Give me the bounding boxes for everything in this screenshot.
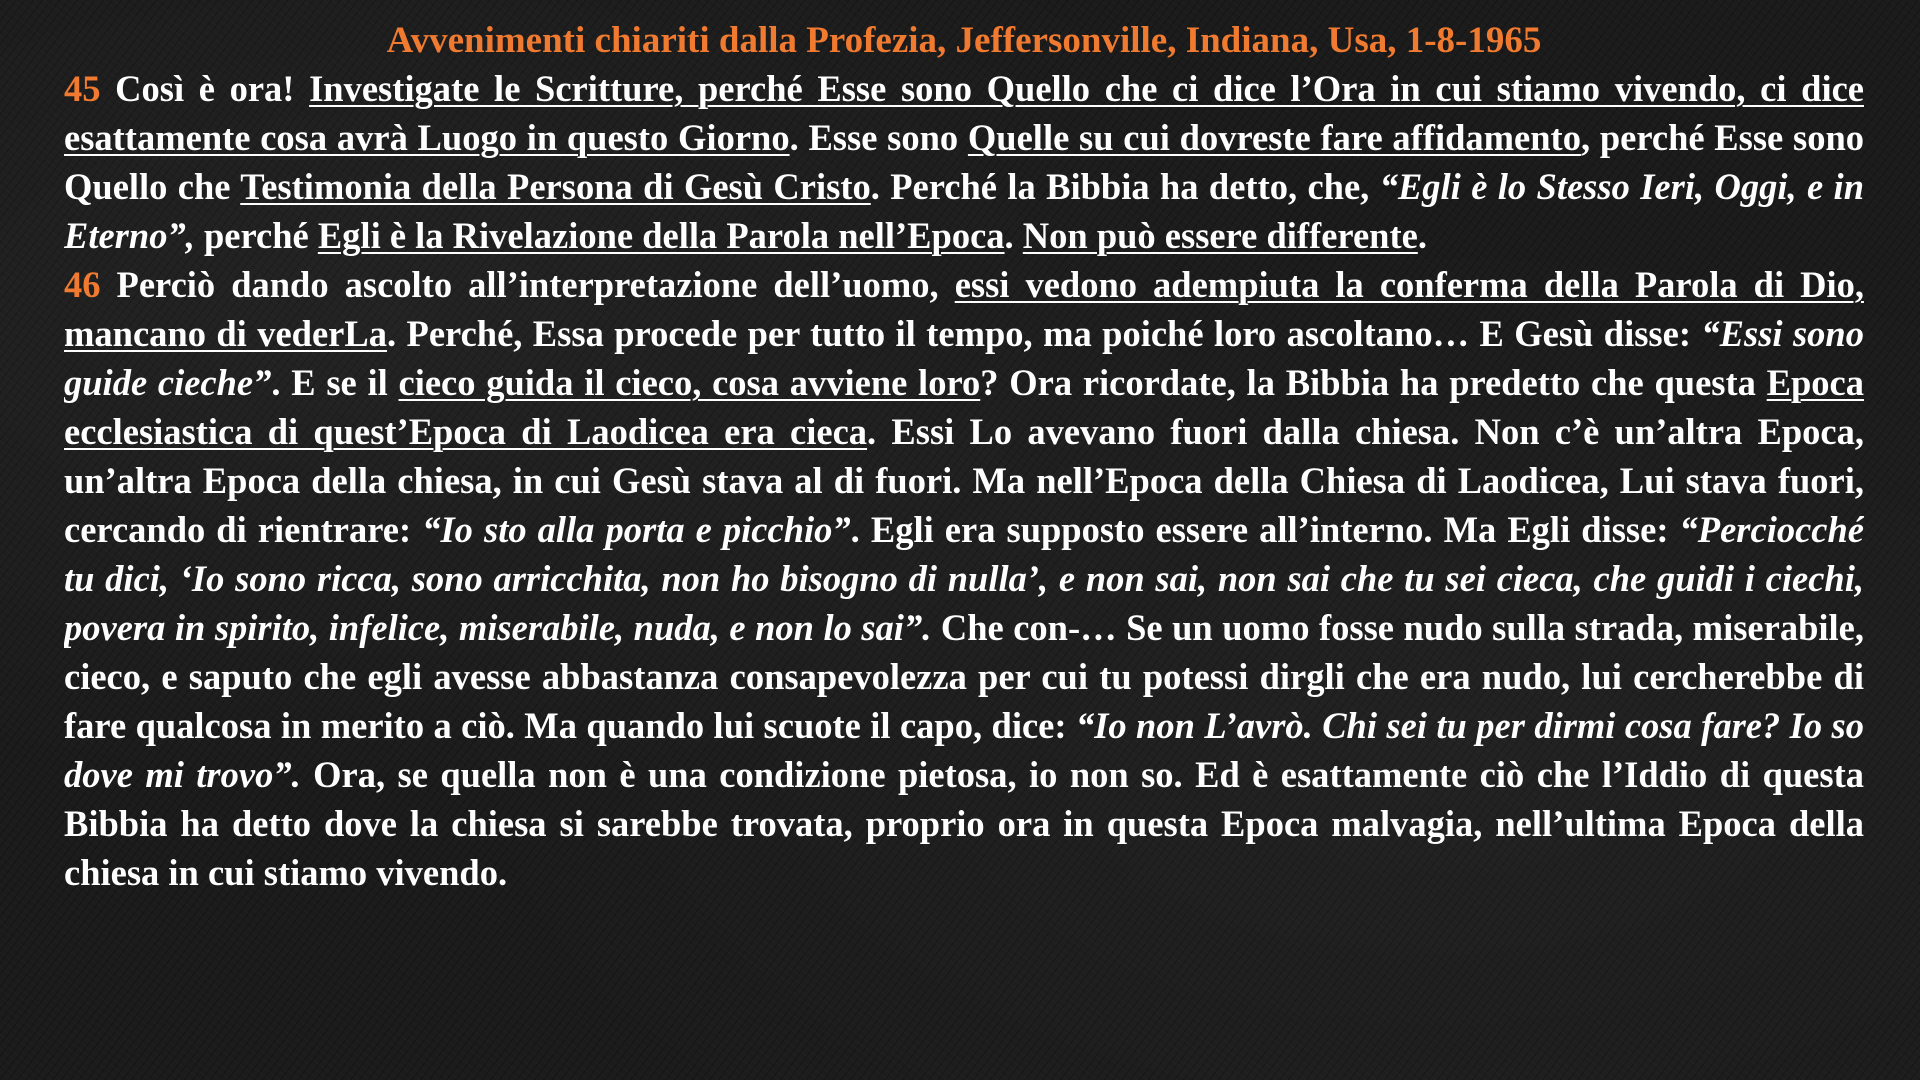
underlined-text: Egli è la Rivelazione della Parola nell’Epoca (317, 215, 1005, 256)
text-segment: . Essi Lo avevano fuori dalla chiesa. Non c’è un’altra Epoca, un’altra Epoca della chiesa, in cui Gesù stava al di fuori. Ma nell’Epoca della Chiesa di Laodicea, Lui stava fuori, cercando di rientrare: (64, 411, 1864, 550)
text-segment: ? Ora ricordate, la Bibbia ha predetto che questa (980, 362, 1767, 403)
slide (64, 18, 1864, 1068)
text-segment: . Perché la Bibbia ha detto, che, (870, 166, 1380, 207)
underlined-text: Quelle su cui dovreste fare affidamento (967, 117, 1581, 158)
text-segment: . (1417, 215, 1427, 256)
italic-quote: “Perciocché tu dici, ‘Io sono ricca, sono arricchita, non ho bisogno di nulla’, e non sai, non sai che tu sei cieca, che guidi i ciechi, povera in spirito, infelice, miserabile, nuda, e non lo sai”. (64, 509, 1864, 648)
text-segment: . E se il (271, 362, 399, 403)
text-segment: . (1004, 215, 1023, 256)
paragraph-number: 46 (64, 264, 101, 305)
paragraph-45 (64, 64, 1864, 260)
paragraph-46 (64, 260, 1864, 897)
underlined-text: Investigate le Scritture, perché Esse sono Quello che ci dice l’Ora in cui stiamo vivendo, ci dice esattamente cosa avrà Luogo in questo Giorno (64, 68, 1864, 158)
paragraph-number: 45 (64, 68, 101, 109)
italic-quote: “Io sto alla porta e picchio” (422, 509, 851, 550)
underlined-text: essi vedono adempiuta la conferma della Parola di Dio, mancano di vederLa (64, 264, 1864, 354)
text-segment: Così è ora! (100, 68, 310, 109)
text-segment: . Egli era supposto essere all’interno. Ma Egli disse: (850, 509, 1680, 550)
italic-quote: “Essi sono guide cieche” (64, 313, 1864, 403)
text-segment: perché (194, 215, 318, 256)
underlined-text: Epoca ecclesiastica di quest’Epoca di Laodicea era cieca (64, 362, 1864, 452)
text-segment: . Perché, Essa procede per tutto il tempo, ma poiché loro ascoltano… E Gesù disse: (386, 313, 1702, 354)
underlined-text: Testimonia della Persona di Gesù Cristo (240, 166, 871, 207)
underlined-text: Non può essere differente (1022, 215, 1418, 256)
text-segment: Ora, se quella non è una condizione pietosa, io non so. Ed è esattamente ciò che l’Iddio di questa Bibbia ha detto dove la chiesa si sarebbe trovata, proprio ora in questa Epoca malvagia, nell’ultima Epoca della chiesa in cui stiamo vivendo. (64, 754, 1864, 893)
underlined-text: cieco guida il cieco, cosa avviene loro (398, 362, 981, 403)
text-segment: , perché Esse sono Quello che (64, 117, 1864, 207)
text-segment: . Esse sono (789, 117, 968, 158)
text-segment: Che con-… Se un uomo fosse nudo sulla strada, miserabile, cieco, e saputo che egli avesse abbastanza consapevolezza per cui tu potessi dirgli che era nudo, lui cercherebbe di fare qualcosa in merito a ciò. Ma quando lui scuote il capo, dice: (64, 607, 1864, 746)
slide-title: Avvenimenti chiariti dalla Profezia, Jeffersonville, Indiana, Usa, 1-8-1965 (386, 20, 1542, 61)
text-segment: Perciò dando ascolto all’interpretazione dell’uomo, (100, 264, 955, 305)
italic-quote: “Io non L’avrò. Chi sei tu per dirmi cosa fare? Io so dove mi trovo”. (64, 705, 1864, 795)
italic-quote: “Egli è lo Stesso Ieri, Oggi, e in Eterno”, (64, 166, 1864, 256)
